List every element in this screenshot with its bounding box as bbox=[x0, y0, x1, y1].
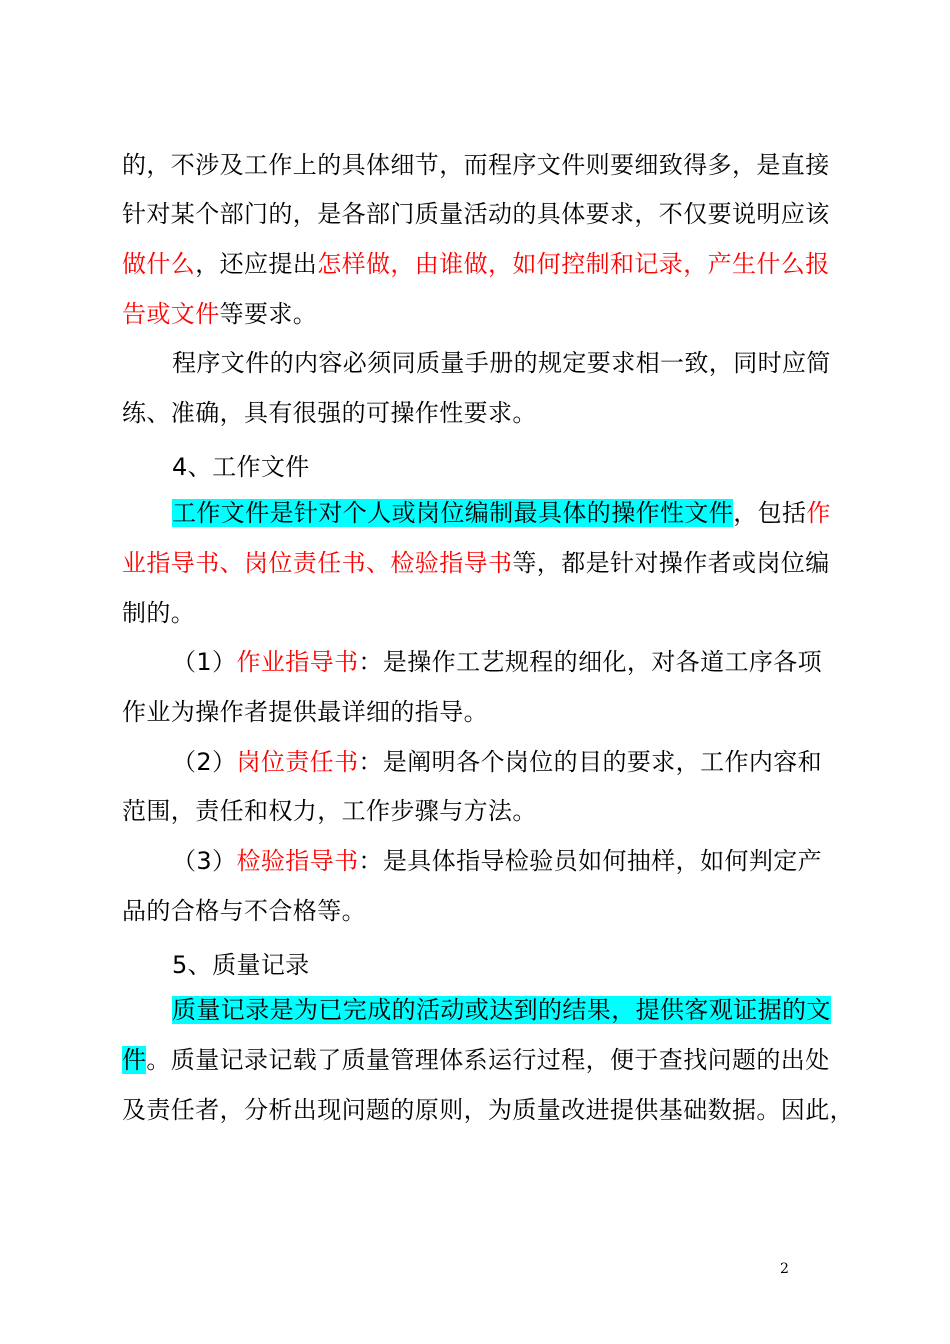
body-line bbox=[122, 297, 317, 331]
emphasis-text: 怎样做，由谁做，如何控制和记录，产生什么报 bbox=[317, 250, 830, 278]
emphasis-text: 作 bbox=[806, 499, 831, 527]
highlighted-text: 工作文件是针对个人或岗位编制最具体的操作性文件 bbox=[172, 499, 734, 527]
text-run: ，包括 bbox=[733, 499, 807, 527]
text-run: 程序文件的内容必须同质量手册的规定要求相一致，同时应简 bbox=[172, 349, 831, 377]
body-line bbox=[122, 247, 830, 281]
text-run: ：是具体指导检验员如何抽样，如何判定产 bbox=[358, 847, 823, 875]
text-run: 作业为操作者提供最详细的指导。 bbox=[122, 698, 488, 726]
list-item bbox=[172, 844, 822, 878]
emphasis-text: 作业指导书 bbox=[236, 648, 359, 676]
body-line bbox=[122, 148, 830, 182]
emphasis-text: 岗位责任书 bbox=[236, 748, 359, 776]
highlighted-text: 质量记录是为已完成的活动或达到的结果，提供客观证据的文 bbox=[172, 996, 831, 1024]
emphasis-text: 检验指导书 bbox=[236, 847, 359, 875]
body-line bbox=[172, 346, 831, 380]
page-number: 2 bbox=[780, 1261, 789, 1277]
body-line bbox=[122, 1043, 830, 1077]
text-run: 制的。 bbox=[122, 599, 196, 627]
text-run: 。质量记录记载了质量管理体系运行过程，便于查找问题的出处 bbox=[146, 1046, 830, 1074]
list-item bbox=[172, 745, 822, 779]
body-line bbox=[122, 894, 366, 928]
text-run: （2） bbox=[172, 748, 237, 776]
list-item bbox=[172, 645, 822, 679]
text-run: 及责任者，分析出现问题的原则，为质量改进提供基础数据。因此， bbox=[122, 1096, 854, 1124]
emphasis-text: 告或文件 bbox=[122, 300, 220, 328]
text-run: 品的合格与不合格等。 bbox=[122, 897, 366, 925]
text-run: ：是操作工艺规程的细化，对各道工序各项 bbox=[358, 648, 823, 676]
body-line bbox=[122, 1093, 854, 1127]
text-run: （3） bbox=[172, 847, 237, 875]
emphasis-text: 做什么 bbox=[122, 250, 196, 278]
text-run: 的，不涉及工作上的具体细节，而程序文件则要细致得多，是直接 bbox=[122, 151, 830, 179]
text-run: 4、工作文件 bbox=[172, 453, 310, 481]
text-run: ：是阐明各个岗位的目的要求，工作内容和 bbox=[358, 748, 823, 776]
text-run: 练、准确，具有很强的可操作性要求。 bbox=[122, 399, 537, 427]
text-run: 范围，责任和权力，工作步骤与方法。 bbox=[122, 797, 537, 825]
body-line bbox=[122, 546, 830, 580]
body-line bbox=[122, 695, 488, 729]
body-line bbox=[122, 596, 195, 630]
text-run: 等，都是针对操作者或岗位编 bbox=[512, 549, 830, 577]
text-run: 5、质量记录 bbox=[172, 951, 310, 979]
body-line bbox=[122, 197, 830, 231]
highlighted-text: 件 bbox=[122, 1046, 147, 1074]
text-run: ，还应提出 bbox=[195, 250, 318, 278]
body-line bbox=[172, 993, 831, 1027]
text-run: （1） bbox=[172, 648, 237, 676]
body-line bbox=[122, 794, 537, 828]
text-run: 等要求。 bbox=[219, 300, 318, 328]
text-run: 针对某个部门的，是各部门质量活动的具体要求，不仅要说明应该 bbox=[122, 200, 830, 228]
section-heading bbox=[172, 948, 310, 982]
section-heading bbox=[172, 450, 310, 484]
emphasis-text: 业指导书、岗位责任书、检验指导书 bbox=[122, 549, 513, 577]
body-line bbox=[122, 396, 537, 430]
body-line bbox=[172, 496, 831, 530]
